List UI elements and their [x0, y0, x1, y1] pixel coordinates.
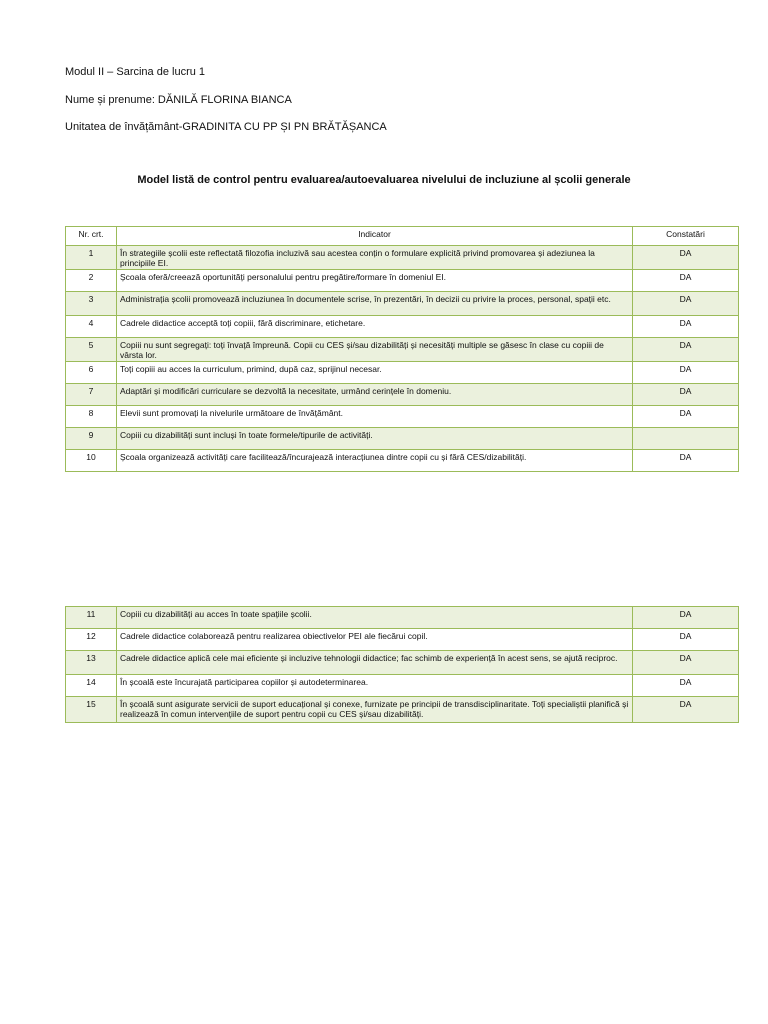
row-constatare: DA	[633, 675, 739, 697]
module-label: Modul II – Sarcina de lucru 1	[65, 66, 206, 78]
table-row	[66, 675, 739, 697]
row-constatare: DA	[633, 316, 739, 338]
row-constatare: DA	[633, 697, 739, 723]
row-indicator: Cadrele didactice acceptă toți copiii, fără discriminare, etichetare.	[117, 316, 633, 338]
row-number: 12	[66, 629, 117, 651]
header-constatari: Constatări	[633, 227, 739, 246]
row-indicator: În școală este încurajată participarea copiilor și autodeterminarea.	[117, 675, 633, 697]
row-constatare: DA	[633, 270, 739, 292]
school-unit: Unitatea de învățământ-GRADINITA CU PP ȘI PN BRĂTĂȘANCA	[65, 121, 387, 133]
table-row	[66, 338, 739, 362]
table-row	[66, 428, 739, 450]
document-title: Model listă de control pentru evaluarea/autoevaluarea nivelului de incluziune al școlii generale	[137, 174, 631, 186]
table-row	[66, 450, 739, 472]
row-constatare	[633, 428, 739, 450]
row-indicator: Școala organizează activități care facilitează/încurajează interacțiunea dintre copii cu și fără CES/dizabilități.	[117, 450, 633, 472]
table-row	[66, 362, 739, 384]
row-indicator: Copiii cu dizabilități sunt incluși în toate formele/tipurile de activități.	[117, 428, 633, 450]
table-row	[66, 292, 739, 316]
row-number: 7	[66, 384, 117, 406]
table-row	[66, 316, 739, 338]
row-indicator: Copiii cu dizabilități au acces în toate spațiile școlii.	[117, 607, 633, 629]
row-number: 3	[66, 292, 117, 316]
row-indicator: Elevii sunt promovați la nivelurile următoare de învățământ.	[117, 406, 633, 428]
row-constatare: DA	[633, 384, 739, 406]
header-indicator: Indicator	[117, 227, 633, 246]
header-nr: Nr. crt.	[66, 227, 117, 246]
table-row	[66, 384, 739, 406]
row-indicator: Toți copiii au acces la curriculum, primind, după caz, sprijinul necesar.	[117, 362, 633, 384]
row-constatare: DA	[633, 246, 739, 270]
row-number: 15	[66, 697, 117, 723]
row-constatare: DA	[633, 406, 739, 428]
checklist-table-page-2	[65, 606, 739, 723]
row-number: 1	[66, 246, 117, 270]
table-row	[66, 651, 739, 675]
row-constatare: DA	[633, 629, 739, 651]
table-row	[66, 246, 739, 270]
row-number: 2	[66, 270, 117, 292]
row-indicator: În școală sunt asigurate servicii de suport educațional și conexe, furnizate pe principii de transdisciplinaritate. Toți specialiștii planifică și realizează în comun intervențiile de suport pentru copii cu CES și/sau dizabilități.	[117, 697, 633, 723]
checklist-table-page-1	[65, 226, 739, 472]
table-row	[66, 270, 739, 292]
table-row	[66, 607, 739, 629]
row-indicator: Cadrele didactice colaborează pentru realizarea obiectivelor PEI ale fiecărui copil.	[117, 629, 633, 651]
row-indicator: Școala oferă/creează oportunități personalului pentru pregătire/formare în domeniul EI.	[117, 270, 633, 292]
table-row	[66, 406, 739, 428]
row-number: 11	[66, 607, 117, 629]
table-header-row	[66, 227, 739, 246]
row-constatare: DA	[633, 292, 739, 316]
row-number: 9	[66, 428, 117, 450]
row-constatare: DA	[633, 450, 739, 472]
row-number: 6	[66, 362, 117, 384]
row-constatare: DA	[633, 338, 739, 362]
row-indicator: Cadrele didactice aplică cele mai eficiente și incluzive tehnologii didactice; fac schimb de experiență în acest sens, se ajută reciproc.	[117, 651, 633, 675]
row-constatare: DA	[633, 362, 739, 384]
row-number: 14	[66, 675, 117, 697]
row-constatare: DA	[633, 651, 739, 675]
row-number: 10	[66, 450, 117, 472]
table-row	[66, 629, 739, 651]
row-indicator: Copiii nu sunt segregați: toți învață împreună. Copii cu CES și/sau dizabilități și necesități multiple se găsesc în clase cu copiii de vârsta lor.	[117, 338, 633, 362]
table-row	[66, 697, 739, 723]
row-constatare: DA	[633, 607, 739, 629]
row-indicator: În strategiile școlii este reflectată filozofia incluzivă sau acestea conțin o formulare explicită privind promovarea și adeziunea la principiile EI.	[117, 246, 633, 270]
row-indicator: Adaptări și modificări curriculare se dezvoltă la necesitate, urmând cerințele în domeniu.	[117, 384, 633, 406]
row-number: 5	[66, 338, 117, 362]
row-indicator: Administrația școlii promovează incluziunea în documentele scrise, în prezentări, în decizii cu privire la proces, personal, spații etc.	[117, 292, 633, 316]
row-number: 4	[66, 316, 117, 338]
row-number: 8	[66, 406, 117, 428]
author-name: Nume și prenume: DĂNILĂ FLORINA BIANCA	[65, 94, 292, 106]
row-number: 13	[66, 651, 117, 675]
